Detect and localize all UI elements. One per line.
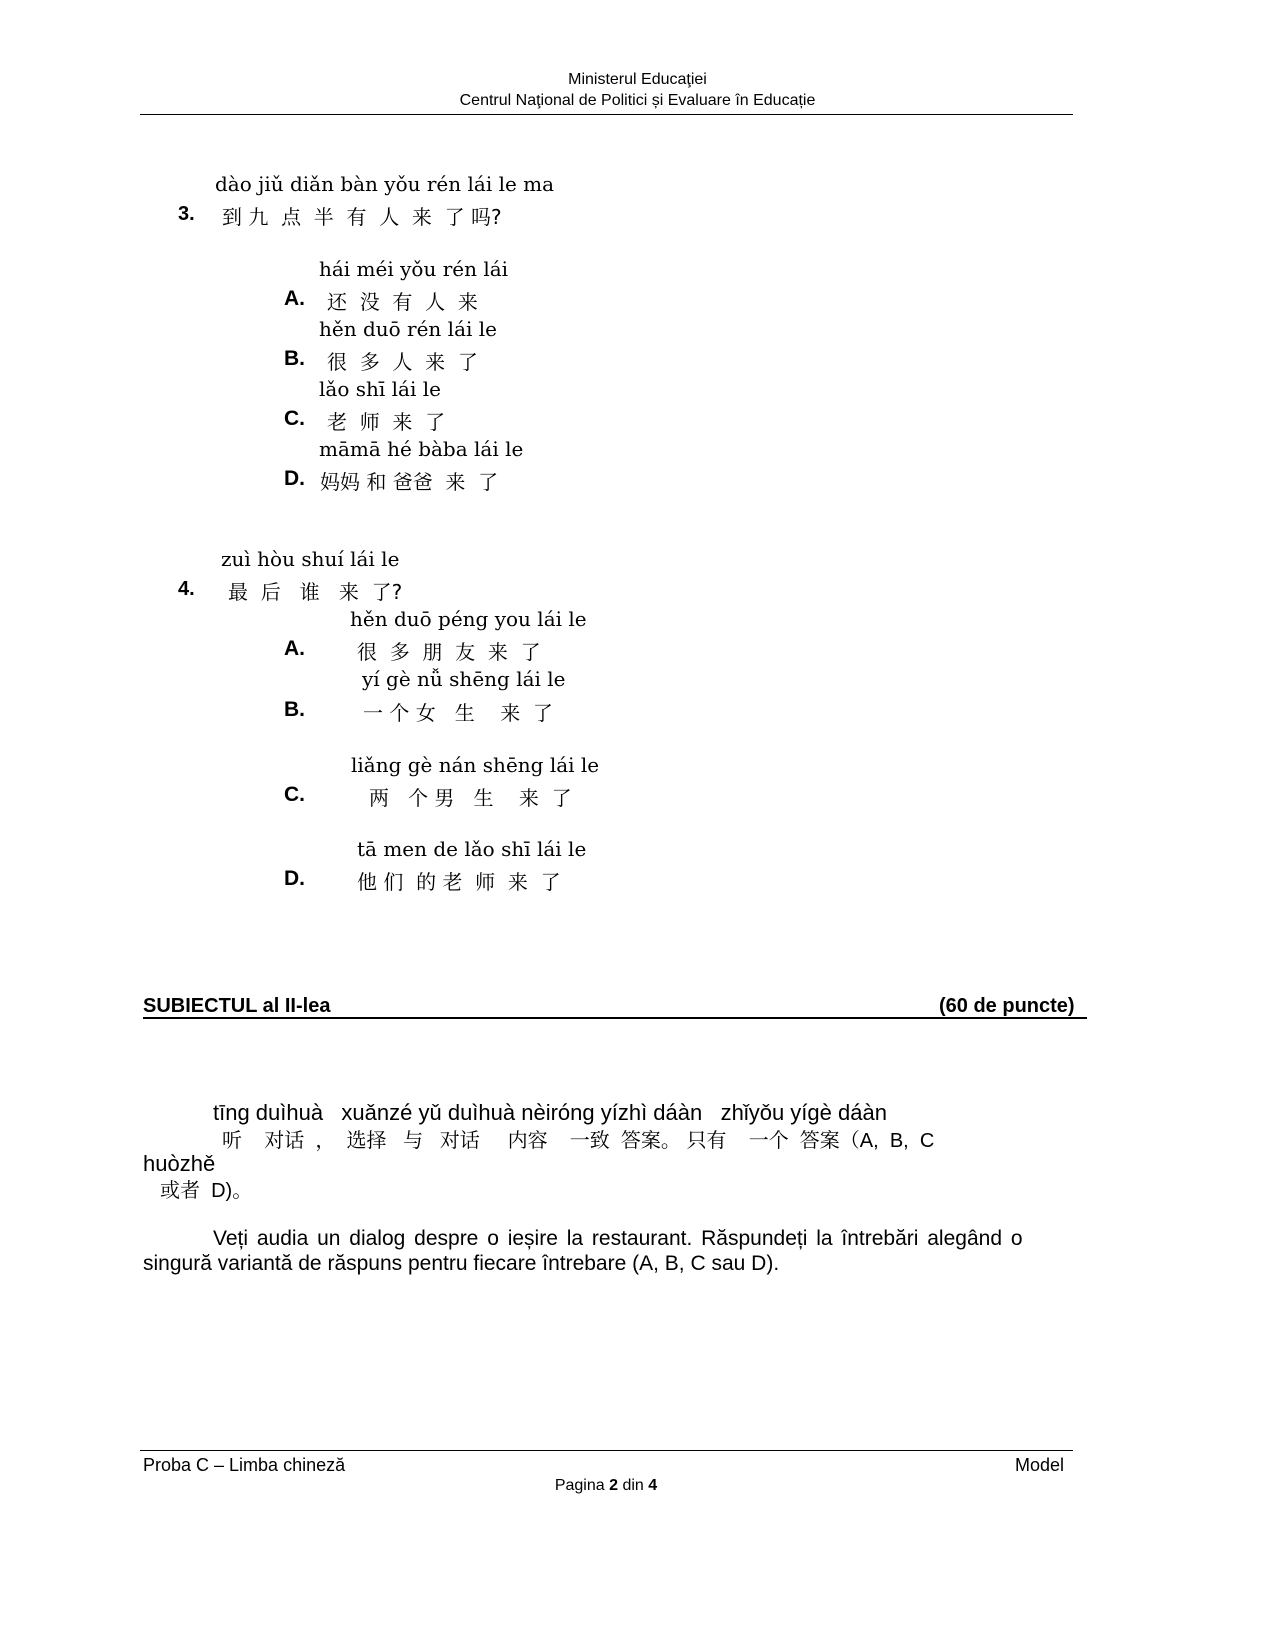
q4-option-a-pinyin: hěn duō péng you lái le: [350, 607, 587, 631]
q3-option-b-hanzi: 很 多 人 来 了: [327, 350, 478, 374]
q3-number: 3.: [178, 203, 195, 225]
section-points: (60 de puncte): [939, 995, 1075, 1017]
q4-option-a-hanzi: 很 多 朋 友 来 了: [357, 640, 541, 664]
instruction-romanian-2: singură variantă de răspuns pentru fiecare întrebare (A, B, C sau D).: [143, 1252, 780, 1275]
q3-pinyin: dào jiǔ diǎn bàn yǒu rén lái le ma: [215, 172, 555, 196]
q4-option-b-letter: B.: [284, 698, 305, 721]
q3-option-d-letter: D.: [284, 467, 305, 490]
q3-option-b-pinyin: hěn duō rén lái le: [319, 317, 497, 341]
q4-option-d-pinyin: tā men de lǎo shī lái le: [357, 837, 587, 861]
instruction-hanzi-2: 或者 D)。: [160, 1180, 253, 1202]
page-mid: din: [618, 1477, 649, 1494]
q4-option-d-letter: D.: [284, 867, 305, 890]
header-rule: [140, 114, 1073, 115]
q3-option-a-letter: A.: [284, 287, 305, 310]
q4-number: 4.: [178, 578, 195, 600]
q3-option-d-hanzi: 妈妈 和 爸爸 来 了: [320, 470, 499, 494]
footer-page-number: [0, 1477, 1212, 1495]
footer-exam-name: Proba C – Limba chineză: [143, 1455, 346, 1475]
section-underline: [143, 1017, 1087, 1019]
q3-option-c-hanzi: 老 师 来 了: [327, 410, 446, 434]
header-center: Centrul Naţional de Politici și Evaluare în Educație: [459, 92, 816, 109]
q3-option-c-pinyin: lǎo shī lái le: [319, 377, 441, 401]
q3-option-c-letter: C.: [284, 407, 305, 430]
instruction-romanian-1: Veți audia un dialog despre o ieșire la restaurant. Răspundeți la întrebări alegând o: [213, 1227, 1023, 1250]
instruction-pinyin: tīng duìhuà xuǎnzé yǔ duìhuà nèiróng yízhì dáàn zhǐyǒu yígè dáàn: [213, 1100, 887, 1125]
footer-rule: [140, 1450, 1073, 1451]
q3-option-a-hanzi: 还 没 有 人 来: [327, 290, 478, 314]
q4-option-c-letter: C.: [284, 783, 305, 806]
q4-option-b-hanzi: 一 个 女 生 来 了: [363, 701, 553, 725]
q4-hanzi: 最 后 谁 来 了?: [228, 580, 403, 604]
q3-option-d-pinyin: māmā hé bàba lái le: [319, 437, 524, 461]
q3-option-b-letter: B.: [284, 347, 305, 370]
section-title: SUBIECTUL al II-lea: [143, 995, 331, 1017]
q3-hanzi: 到 九 点 半 有 人 来 了 吗?: [222, 205, 502, 229]
header-ministry: Ministerul Educaţiei: [568, 71, 707, 88]
page-prefix: Pagina: [554, 1477, 610, 1494]
q4-option-c-hanzi: 两 个 男 生 来 了: [369, 786, 572, 810]
q3-option-a-pinyin: hái méi yǒu rén lái: [319, 257, 509, 281]
q4-pinyin: zuì hòu shuí lái le: [221, 547, 400, 571]
page-total: 4: [648, 1477, 658, 1494]
q4-option-d-hanzi: 他 们 的 老 师 来 了: [357, 870, 561, 894]
q4-option-c-pinyin: liǎng gè nán shēng lái le: [351, 753, 600, 777]
footer-model: Model: [1015, 1455, 1065, 1475]
q4-option-a-letter: A.: [284, 637, 305, 660]
page-current: 2: [609, 1477, 618, 1494]
q4-option-b-pinyin: yí gè nǚ shēng lái le: [362, 667, 566, 691]
instruction-pinyin-2: huòzhě: [143, 1151, 216, 1176]
instruction-hanzi: 听 对话 ， 选择 与 对话 内容 一致 答案。 只有 一个 答案（A, B, C: [222, 1130, 935, 1152]
